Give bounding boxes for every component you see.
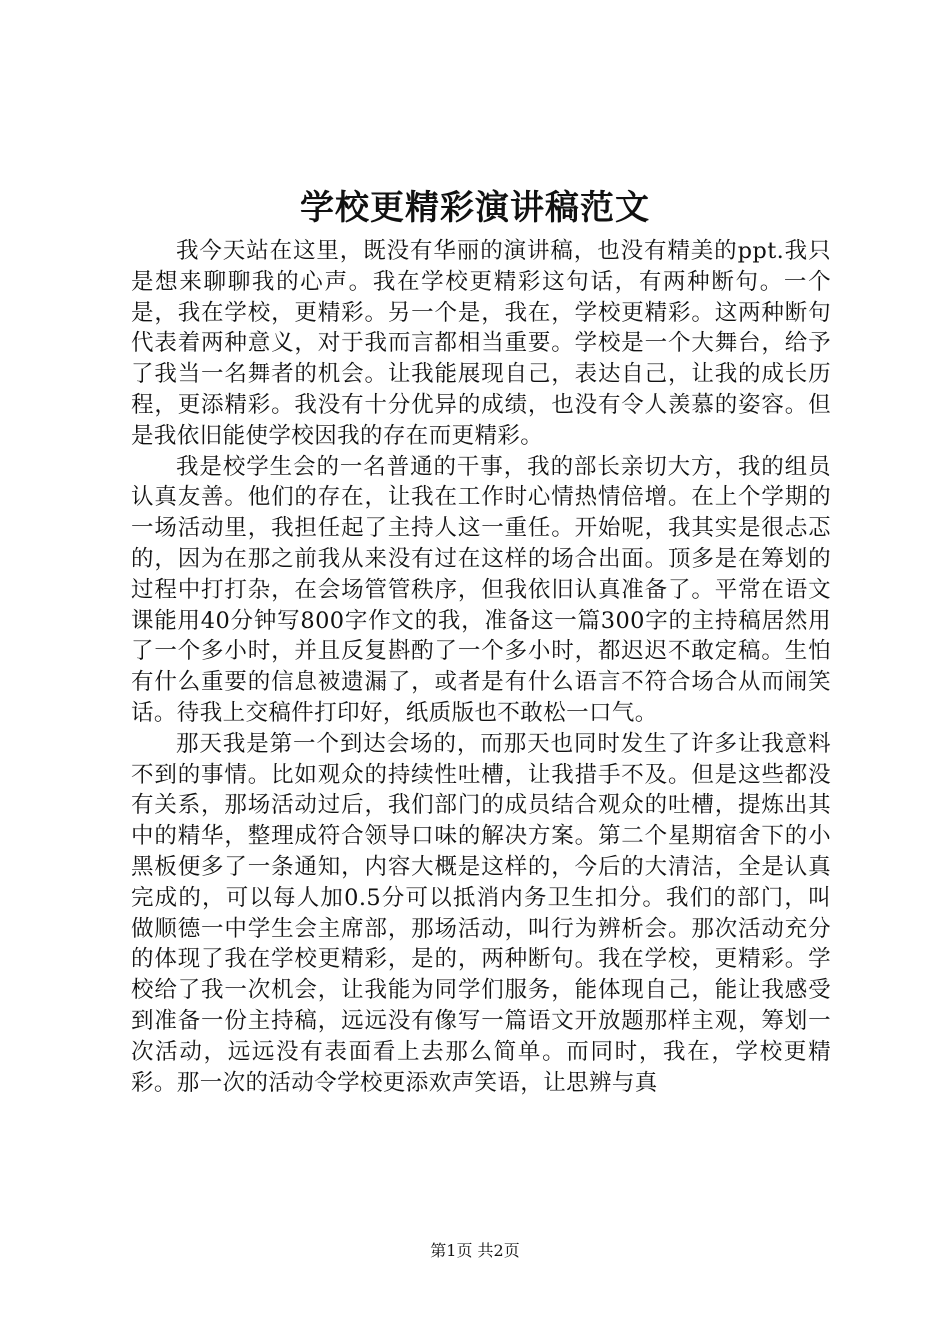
paragraph-3: 那天我是第一个到达会场的，而那天也同时发生了许多让我意料不到的事情。比如观众的持续性吐槽，让我措手不及。但是这些都没有关系，那场活动过后，我们部门的成员结合观众的吐槽，提炼出其中的精华，整理成符合领导口味的解决方案。第二个星期宿舍下的小黑板便多了一条通知，内容大概是这样的，今后的大清洁，全是认真完成的，可以每人加0.5分可以抵消内务卫生扣分。我们的部门，叫做顺德一中学生会主席部，那场活动，叫行为辨析会。那次活动充分的体现了我在学校更精彩，是的，两种断句。我在学校，更精彩。学校给了我一次机会，让我能为同学们服务，能体现自己，能让我感受到准备一份主持稿，远远没有像写一篇语文开放题那样主观，筹划一次活动，远远没有表面看上去那么简单。而同时，我在，学校更精彩。那一次的活动令学校更添欢声笑语，让思辨与真 (131, 730, 831, 1096)
paragraph-2: 我是校学生会的一名普通的干事，我的部长亲切大方，我的组员认真友善。他们的存在，让我在工作时心情热情倍增。在上个学期的一场活动里，我担任起了主持人这一重任。开始呢，我其实是很忐忑的，因为在那之前我从来没有过在这样的场合出面。顶多是在筹划的过程中打打杂，在会场管管秩序，但我依旧认真准备了。平常在语文课能用40分钟写800字作文的我，准备这一篇300字的主持稿居然用了一个多小时，并且反复斟酌了一个多小时，都迟迟不敢定稿。生怕有什么重要的信息被遗漏了，或者是有什么语言不符合场合从而闹笑话。待我上交稿件打印好，纸质版也不敢松一口气。 (131, 453, 831, 726)
paragraph-1: 我今天站在这里，既没有华丽的演讲稿，也没有精美的ppt.我只是想来聊聊我的心声。我在学校更精彩这句话，有两种断句。一个是，我在学校，更精彩。另一个是，我在，学校更精彩。这两种断句代表着两种意义，对于我而言都相当重要。学校是一个大舞台，给予了我当一名舞者的机会。让我能展现自己，表达自己，让我的成长历程，更添精彩。我没有十分优异的成绩，也没有令人羡慕的姿容。但是我依旧能使学校因我的存在而更精彩。 (131, 238, 831, 449)
document-body (131, 236, 831, 1098)
document-title: 学校更精彩演讲稿范文 (300, 188, 650, 228)
page-number-footer: 第1页 共2页 (430, 1241, 520, 1260)
